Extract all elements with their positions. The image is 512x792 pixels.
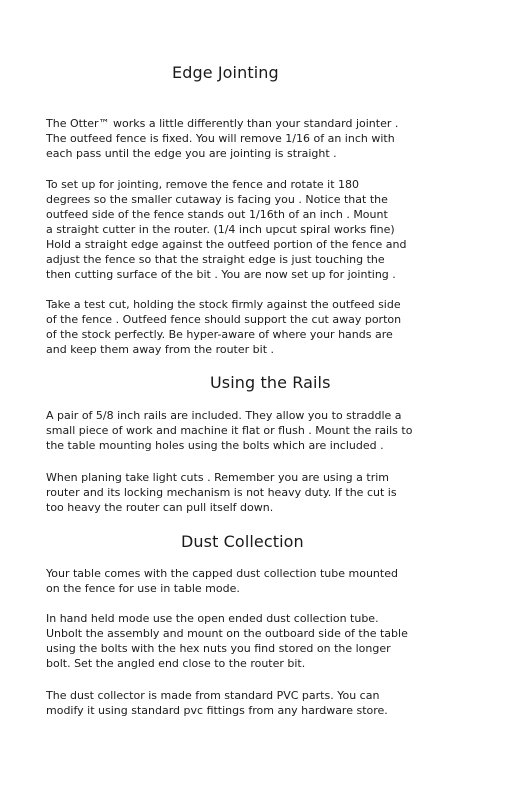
heading-edge-jointing: Edge Jointing	[172, 63, 279, 82]
text-line: using the bolts with the hex nuts you find stored on the longer	[46, 642, 391, 655]
paragraph-hand-held-mode	[46, 611, 486, 671]
paragraph-test-cut	[46, 297, 486, 357]
text-line: router and its locking mechanism is not heavy duty. If the cut is	[46, 486, 397, 499]
text-line: The dust collector is made from standard PVC parts. You can	[46, 689, 380, 702]
text-line: adjust the fence so that the straight edge is just touching the	[46, 253, 385, 266]
text-line: on the fence for use in table mode.	[46, 582, 240, 595]
paragraph-setup-jointing	[46, 177, 486, 282]
text-line: In hand held mode use the open ended dust collection tube.	[46, 612, 379, 625]
text-line: modify it using standard pvc fittings from any hardware store.	[46, 704, 388, 717]
heading-using-the-rails: Using the Rails	[210, 373, 331, 392]
paragraph-pvc-parts	[46, 688, 486, 718]
text-line: Hold a straight edge against the outfeed portion of the fence and	[46, 238, 407, 251]
text-line: a straight cutter in the router. (1/4 inch upcut spiral works fine)	[46, 223, 395, 236]
text-line: To set up for jointing, remove the fence and rotate it 180	[46, 178, 360, 191]
text-line: and keep them away from the router bit .	[46, 343, 275, 356]
text-line: The outfeed fence is fixed. You will remove 1/16 of an inch with	[46, 132, 395, 145]
text-line: Your table comes with the capped dust collection tube mounted	[46, 567, 398, 580]
text-line: Take a test cut, holding the stock firmly against the outfeed side	[46, 298, 401, 311]
paragraph-rails-included	[46, 408, 486, 453]
text-line: each pass until the edge you are jointing is straight .	[46, 147, 337, 160]
text-line: bolt. Set the angled end close to the router bit.	[46, 657, 306, 670]
text-line: small piece of work and machine it flat or flush . Mount the rails to	[46, 424, 413, 437]
text-line: then cutting surface of the bit . You are now set up for jointing .	[46, 268, 396, 281]
paragraph-otter-intro	[46, 116, 486, 161]
text-line: degrees so the smaller cutaway is facing you . Notice that the	[46, 193, 388, 206]
text-line: The Otter™ works a little differently than your standard jointer .	[46, 117, 399, 130]
text-line: outfeed side of the fence stands out 1/16th of an inch . Mount	[46, 208, 388, 221]
paragraph-planing	[46, 470, 486, 515]
text-line: Unbolt the assembly and mount on the outboard side of the table	[46, 627, 408, 640]
text-line: of the fence . Outfeed fence should support the cut away porton	[46, 313, 402, 326]
text-line: A pair of 5/8 inch rails are included. They allow you to straddle a	[46, 409, 402, 422]
paragraph-table-mode	[46, 566, 486, 596]
heading-dust-collection: Dust Collection	[181, 532, 304, 551]
text-line: of the stock perfectly. Be hyper-aware of where your hands are	[46, 328, 393, 341]
text-line: When planing take light cuts . Remember you are using a trim	[46, 471, 389, 484]
text-line: the table mounting holes using the bolts which are included .	[46, 439, 384, 452]
text-line: too heavy the router can pull itself down.	[46, 501, 274, 514]
